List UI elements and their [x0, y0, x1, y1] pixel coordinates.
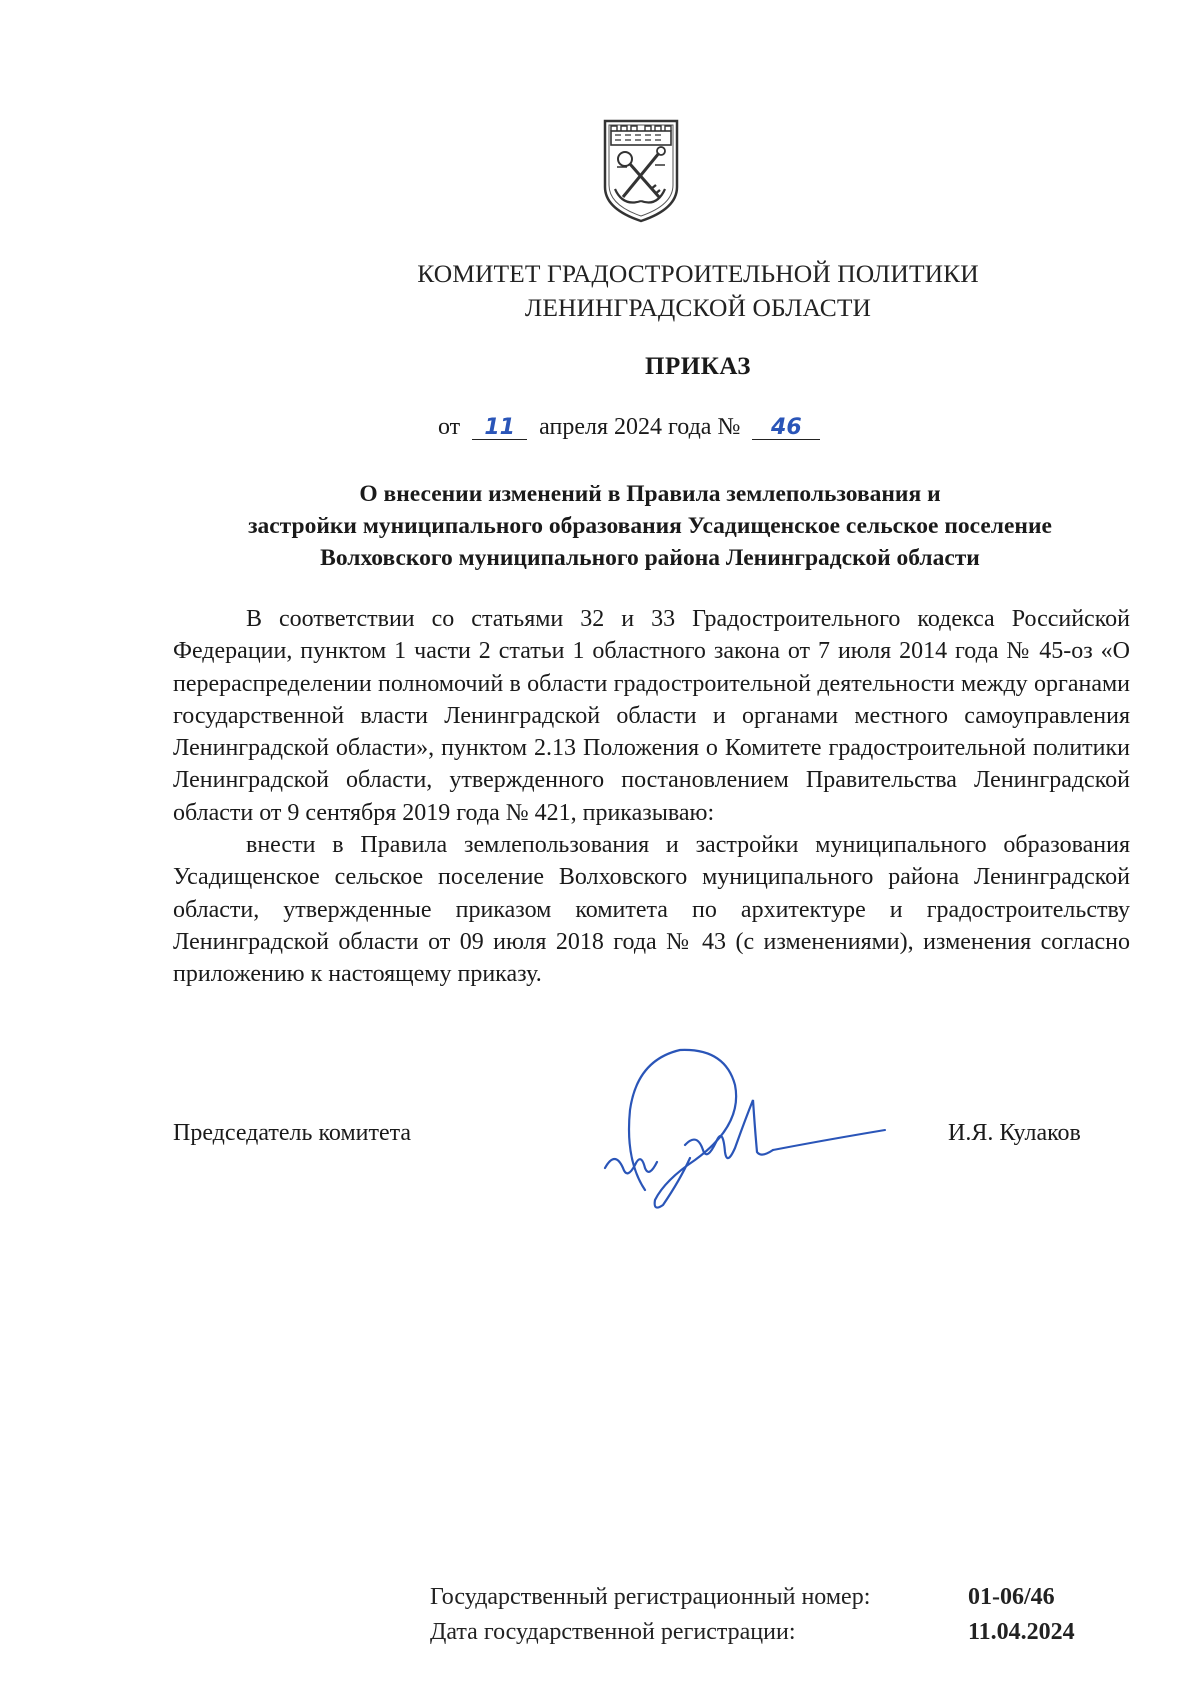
subject-line-1: О внесении изменений в Правила землепользования и: [359, 481, 941, 507]
subject-line-2: застройки муниципального образования Усадищенское сельское поселение: [248, 513, 1052, 539]
date-middle-text: апреля 2024 года №: [539, 414, 741, 440]
subject-line-3: Волховского муниципального района Ленинградской области: [320, 545, 980, 571]
registration-number-label: Государственный регистрационный номер:: [430, 1584, 871, 1610]
body-paragraph-order: внести в Правила землепользования и застройки муниципального образования Усадищенское сельское поселение Волховского муниципального района Ленинградской области, утвержденные приказом комитета по архитектуре и градостроительству Ленинградской области от 09 июля 2018 года № 43 (с изменениями), изменения согласно приложению к настоящему приказу.: [173, 832, 1130, 988]
document-type-title: ПРИКАЗ: [645, 353, 751, 380]
date-prefix: от: [438, 414, 461, 440]
registration-number-value: 01-06/46: [968, 1584, 1055, 1610]
handwritten-signature: [585, 1040, 905, 1220]
body-paragraph-legal-basis: В соответствии со статьями 32 и 33 Градостроительного кодекса Российской Федерации, пунктом 1 части 2 статьи 1 областного закона от 7 июля 2014 года № 45-оз «О перераспределении полномочий в области градостроительной деятельности между органами государственной власти Ленинградской области и органами местного самоуправления Ленинградской области», пунктом 2.13 Положения о Комитете градостроительной политики Ленинградской области, утвержденного постановлением Правительства Ленинградской области от 9 сентября 2019 года № 421, приказываю:: [173, 606, 1130, 826]
registration-block: [430, 1580, 1075, 1650]
handwritten-order-number: 46: [752, 417, 820, 440]
registration-number-row: [430, 1580, 1075, 1615]
order-subject: [150, 478, 1150, 574]
organization-name-line2: ЛЕНИНГРАДСКОЙ ОБЛАСТИ: [524, 293, 872, 322]
registration-date-value: 11.04.2024: [968, 1619, 1075, 1645]
registration-date-row: [430, 1615, 1075, 1650]
order-body: [173, 603, 1130, 991]
signatory-name: И.Я. Кулаков: [948, 1120, 1081, 1146]
handwritten-day: 11: [472, 417, 527, 440]
registration-date-label: Дата государственной регистрации:: [430, 1619, 796, 1645]
coat-of-arms-emblem: [601, 117, 681, 225]
organization-name-line1: КОМИТЕТ ГРАДОСТРОИТЕЛЬНОЙ ПОЛИТИКИ: [417, 259, 979, 288]
order-date-number-line: [438, 414, 820, 441]
signatory-title: Председатель комитета: [173, 1120, 412, 1146]
